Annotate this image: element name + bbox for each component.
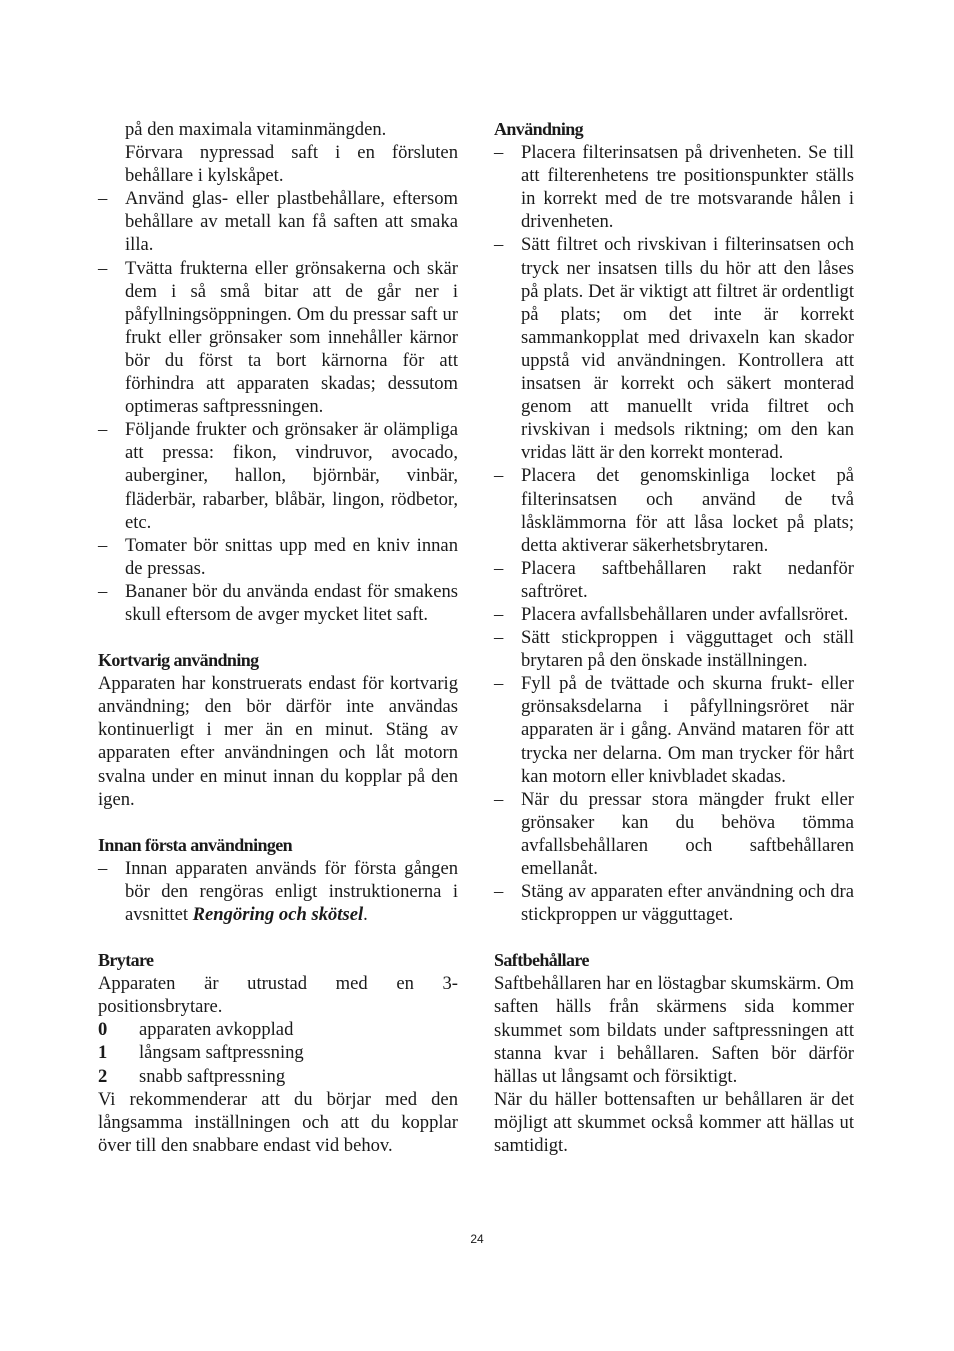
position-label: långsam saftpressning [139,1042,304,1064]
switch-position [98,1041,458,1064]
list-item: – Tvätta frukterna eller grönsakerna och skär dem i så små bitar att de går ner i påfyllningsöppningen. Om du pressar saft ur frukt eller grönsaker som innehåller kärnor bör du först ta bort kärnorna för att förhindra att apparaten skadas; dessutom optimeras saftpressningen. [98,257,458,419]
usage-list [494,141,854,926]
tips-list [98,187,458,626]
position-number: 2 [98,1065,108,1087]
right-column [494,118,854,1157]
switch-outro: Vi rekommenderar att du börjar med den långsamma inställningen och att du kopplar över till den snabbare endast vid behov. [98,1088,458,1156]
list-item: – Fyll på de tvättade och skurna frukt- eller grönsaksdelarna i påfyllningsröret när apparaten är i gång. Använd mataren för att trycka ner delarna. Om man trycker för hårt kan motorn eller knivbladet skadas. [494,672,854,787]
first-use-text-end: . [363,904,368,925]
list-item: – Bananer bör du använda endast för smakens skull eftersom de avger mycket litet saft. [98,580,458,626]
first-use-list [98,857,458,926]
section-heading-first-use: Innan första användningen [98,834,293,855]
first-use-text: Innan apparaten används för första gången bör den rengöras enligt instruktionerna i avsnittet [125,857,458,925]
position-number: 1 [98,1042,108,1064]
switch-position [98,1065,458,1088]
list-item: – Placera saftbehållaren rakt nedanför saftröret. [494,557,854,603]
list-item: – Placera det genomskinliga locket på filterinsatsen och använd de två låsklämmorna för att låsa locket på plats; detta aktiverar säkerhetsbrytaren. [494,464,854,556]
section-heading-short-use: Kortvarig användning [98,650,259,671]
section-heading-switch: Brytare [98,950,154,971]
switch-intro: Apparaten är utrustad med en 3-positionsbrytare. [98,973,458,1018]
section-heading-juice-container: Saftbehållare [494,950,589,971]
list-item: – När du pressar stora mängder frukt eller grönsaker kan du behöva tömma avfallsbehållaren och saftbehållaren emellanåt. [494,788,854,880]
list-item: – Placera filterinsatsen på drivenheten. Se till att filterenhetens tre positionspunkter ställs in korrekt med de tre motsvarande hålen i drivenheten. [494,141,854,233]
left-column [98,118,458,1157]
intro-line: på den maximala vitaminmängden. [125,119,387,140]
section-reference: Rengöring och skötsel [192,904,364,925]
list-item: – Stäng av apparaten efter användning och dra stickproppen ur vägguttaget. [494,880,854,926]
list-item [98,857,458,926]
section-heading-usage: Användning [494,119,584,139]
intro-line: Förvara nypressad saft i en försluten behållare i kylskåpet. [125,142,458,187]
position-label: apparaten avkopplad [139,1019,294,1041]
juice-container-text: Saftbehållaren har en löstagbar skumskärm. Om saften hälls från skärmens sida kommer skummet som bildats under saftpressningen att stanna kvar i behållaren. Saften bör därför hällas ut långsamt och försiktigt. [494,973,854,1087]
list-item: – Följande frukter och grönsaker är olämpliga att pressa: fikon, vindruvor, avocado, auberginer, hallon, björnbär, vinbär, fläderbär, rabarber, blåbär, lingon, rödbetor, etc. [98,418,458,533]
list-item: – Placera avfallsbehållaren under avfallsröret. [494,603,854,626]
list-item: – Sätt stickproppen i vägguttaget och ställ brytaren på den önskade inställningen. [494,626,854,672]
short-use-text: Apparaten har konstruerats endast för kortvarig användning; den bör därför inte användas kontinuerligt i mer än en minut. Stäng av apparaten efter användningen och låt motorn svalna under en minut innan du kopplar på den igen. [98,673,458,810]
position-number: 0 [98,1019,108,1041]
switch-position [98,1018,458,1041]
page-number: 24 [470,1232,484,1246]
position-label: snabb saftpressning [139,1065,286,1087]
juice-container-text: När du häller bottensaften ur behållaren är det möjligt att skummet också kommer att hällas ut samtidigt. [494,1088,854,1157]
list-item: – Sätt filtret och rivskivan i filterinsatsen och tryck ner insatsen tills du hör att den låses på plats. Det är viktigt att filtret är ordentligt på plats; om det inte är korrekt sammankopplat med drivaxeln kan skador uppstå vid användningen. Kontrollera att insatsen är korrekt och säkert monterad genom att manuellt vrida filtret och rivskivan i medsols riktning; om den kan vridas lätt är den korrekt monterad. [494,233,854,464]
list-item: – Använd glas- eller plastbehållare, eftersom behållare av metall kan få saften att smaka illa. [98,187,458,256]
list-item: – Tomater bör snittas upp med en kniv innan de pressas. [98,534,458,580]
